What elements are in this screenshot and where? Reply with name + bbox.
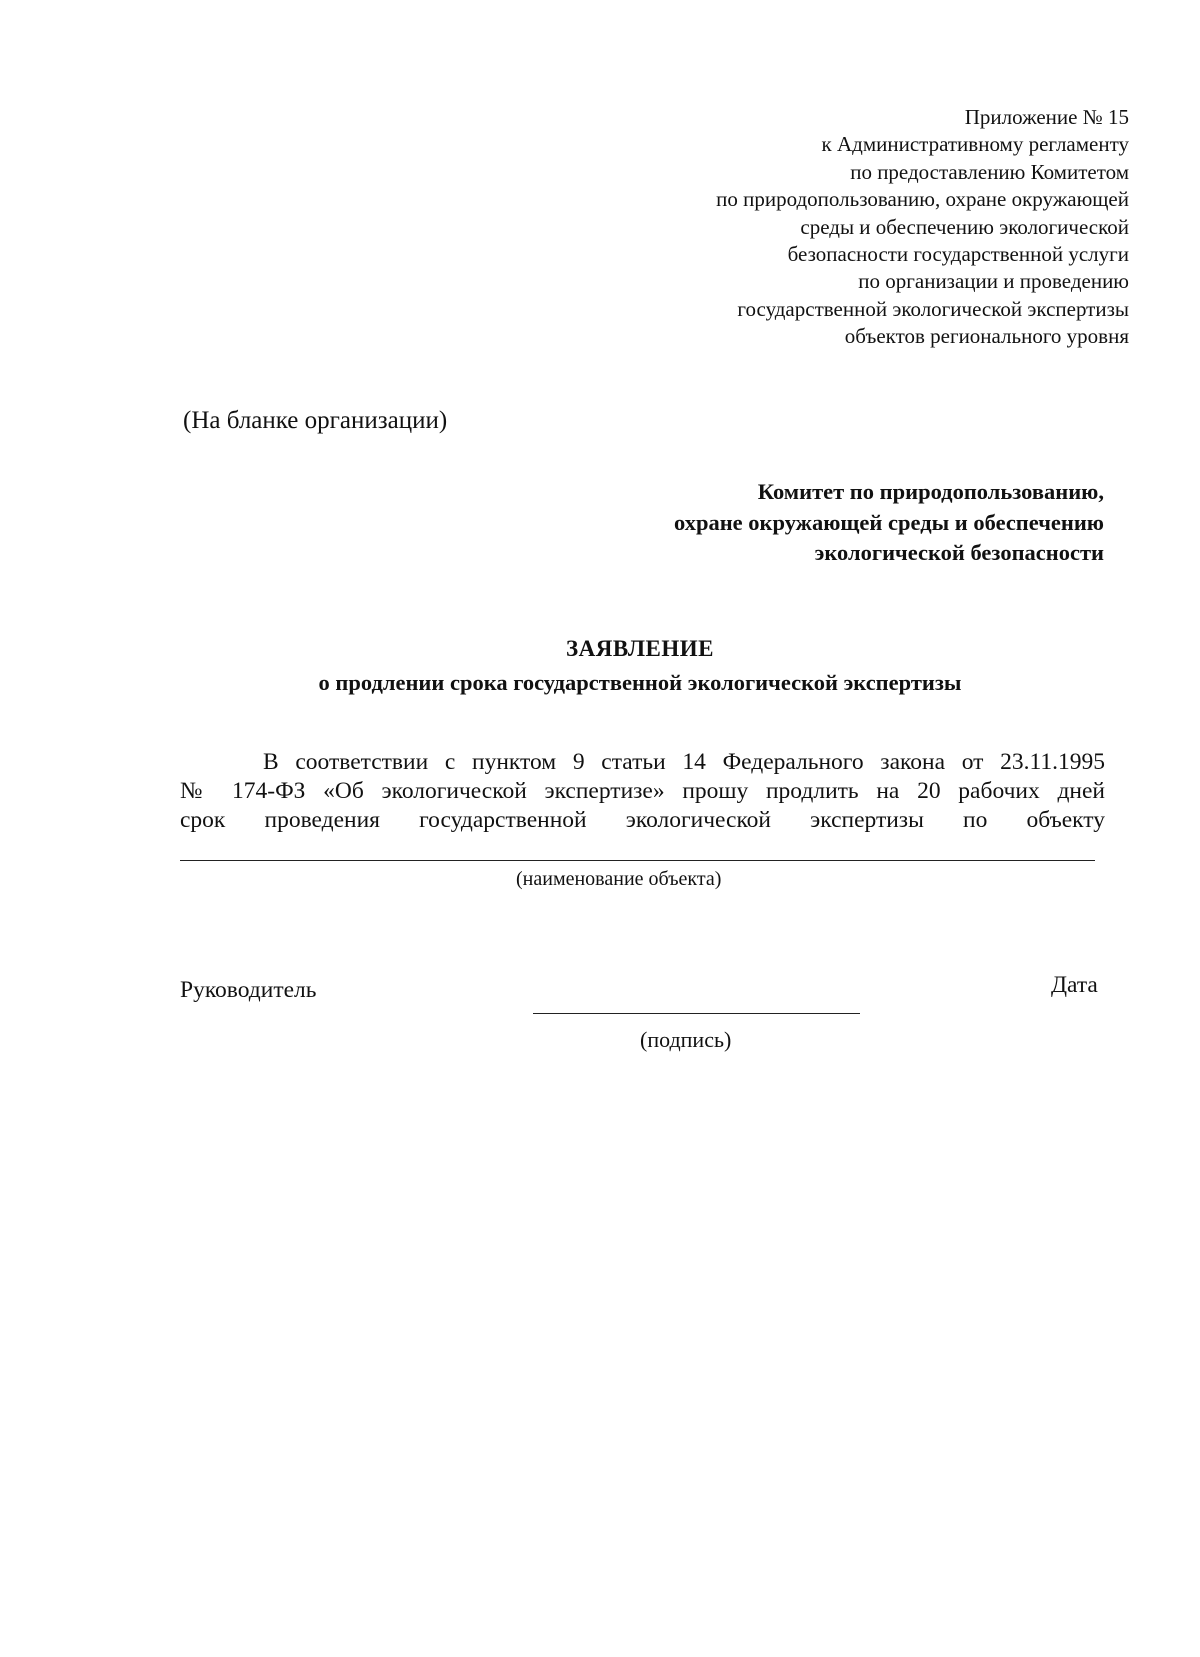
- signature-field-line[interactable]: [533, 1013, 860, 1014]
- head-label: Руководитель: [180, 977, 317, 1003]
- addressee-line: охране окружающей среды и обеспечению: [674, 509, 1104, 535]
- addressee-line: Комитет по природопользованию,: [757, 479, 1104, 504]
- object-name-field-line[interactable]: [180, 860, 1095, 861]
- application-body: [180, 748, 1105, 835]
- date-label: Дата: [1051, 972, 1098, 998]
- document-subtitle: о продлении срока государственной экологической экспертизы: [318, 670, 962, 695]
- body-line: срок проведения государственной экологической экспертизы по объекту: [180, 807, 1105, 833]
- appendix-line: объектов регионального уровня: [844, 324, 1129, 349]
- appendix-line: безопасности государственной услуги: [787, 242, 1129, 267]
- appendix-line: государственной экологической экспертизы: [737, 296, 1129, 321]
- body-line: В соответствии с пунктом 9 статьи 14 Федерального закона от 23.11.1995: [263, 749, 1105, 775]
- signature-caption: (подпись): [640, 1027, 732, 1052]
- appendix-line: по природопользованию, охране окружающей: [716, 187, 1129, 212]
- body-line: № 174-ФЗ «Об экологической экспертизе» прошу продлить на 20 рабочих дней: [180, 778, 1105, 804]
- addressee-block: [484, 477, 1104, 569]
- object-name-caption: (наименование объекта): [516, 868, 722, 890]
- appendix-line: по предоставлению Комитетом: [850, 159, 1129, 184]
- appendix-line: по организации и проведению: [858, 269, 1129, 294]
- appendix-reference: [569, 104, 1129, 351]
- document-title: ЗАЯВЛЕНИЕ: [566, 636, 714, 661]
- appendix-line: Приложение № 15: [964, 105, 1129, 129]
- letterhead-note: (На бланке организации): [183, 407, 448, 434]
- appendix-line: среды и обеспечению экологической: [800, 214, 1129, 239]
- addressee-line: экологической безопасности: [814, 540, 1104, 565]
- appendix-line: к Административному регламенту: [821, 132, 1129, 157]
